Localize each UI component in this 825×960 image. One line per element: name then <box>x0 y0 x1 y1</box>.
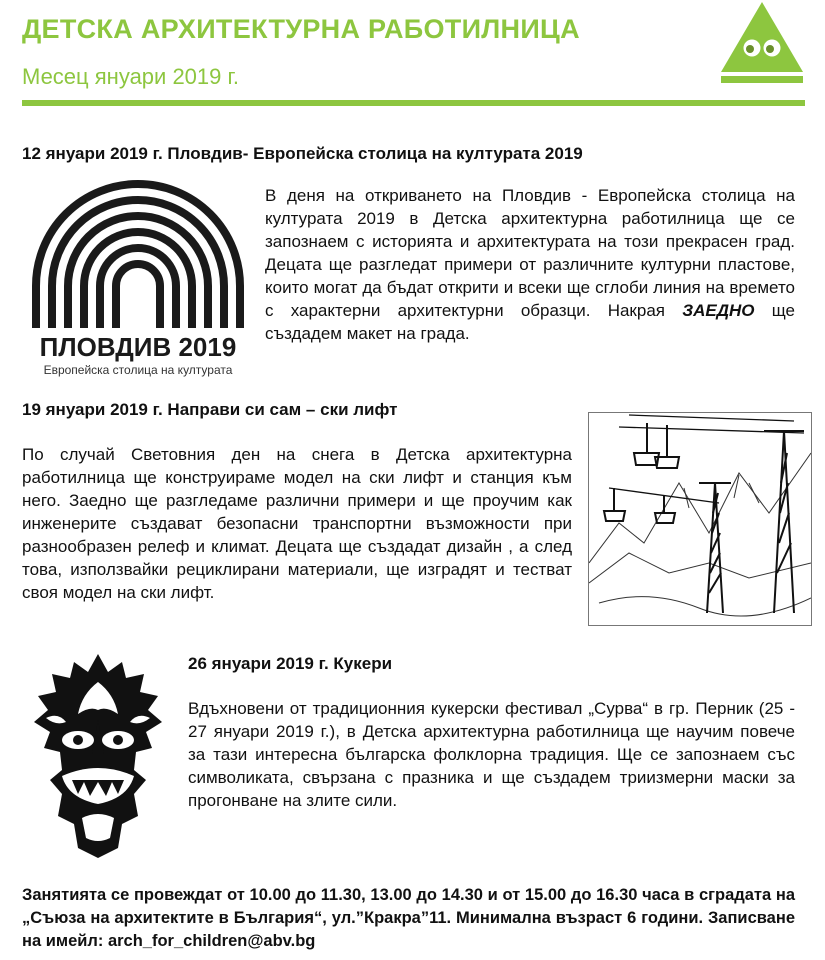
event-heading: 19 януари 2019 г. Направи си сам – ски лифт <box>22 400 398 419</box>
event-text-part: В деня на откриването на Пловдив - Европейска столица на културата 2019 в Детска архитектурна работилница ще се запознаем с историята и архитектурата на този прекрасен град. Децата ще разгледат примери от различните културни пластове, които могат да бъдат открити и всеки ще сглоби линия на времето с характерни архитектурни образци. Накрая <box>265 186 795 320</box>
event-description: Вдъхновени от традиционния кукерски фестивал „Сурва“ в гр. Перник (25 - 27 януари 2019 г.), в Детска архитектурна работилница ще научим повече за тази интересна българска фолклорна традиция. Ще се запознаем със символиката, свързана с празника и ще създадем триизмерни маски за прогонване на злите сили. <box>188 699 795 810</box>
page-title: ДЕТСКА АРХИТЕКТУРНА РАБОТИЛНИЦА <box>22 14 580 44</box>
event-description: По случай Световния ден на снега в Детска архитектурна работилница ще конструираме модел на ски лифт и станция към него. Заедно ще разгледаме различни примери и ще проучим как инженерите създават безопасни транспортни възможности при разнообразен релеф и климат. Децата ще създадат дизайн , а след това, използвайки рециклирани материали, ще изградят и тестват своя модел на ски лифт. <box>22 445 572 602</box>
ski-lift-sketch-icon <box>588 412 812 626</box>
plovdiv-logo-tagline: Европейска столица на културата <box>43 363 233 377</box>
plovdiv-2019-arches-logo-icon <box>22 178 254 378</box>
event-description <box>265 184 795 345</box>
event-text-part: ще създадем макет на града. <box>265 301 795 343</box>
header-divider <box>22 100 805 106</box>
kuker-mask-illustration-icon <box>22 648 174 860</box>
green-triangle-eyes-logo-icon <box>719 0 805 84</box>
page-subtitle: Месец януари 2019 г. <box>22 64 239 89</box>
schedule-footer: Занятията се провеждат от 10.00 до 11.30, 13.00 до 14.30 и от 15.00 до 16.30 часа в сградата на „Съюза на архитектите в България“, ул.”Кракра”11. Минимална възраст 6 години. Записване на имейл: arch_for_children@abv.bg <box>22 886 795 950</box>
event-emphasis: ЗАЕДНО <box>682 301 755 320</box>
event-heading: 26 януари 2019 г. Кукери <box>188 654 393 673</box>
event-heading: 12 януари 2019 г. Пловдив- Европейска столица на културата 2019 <box>22 144 583 163</box>
plovdiv-logo-text: ПЛОВДИВ 2019 <box>39 332 237 362</box>
